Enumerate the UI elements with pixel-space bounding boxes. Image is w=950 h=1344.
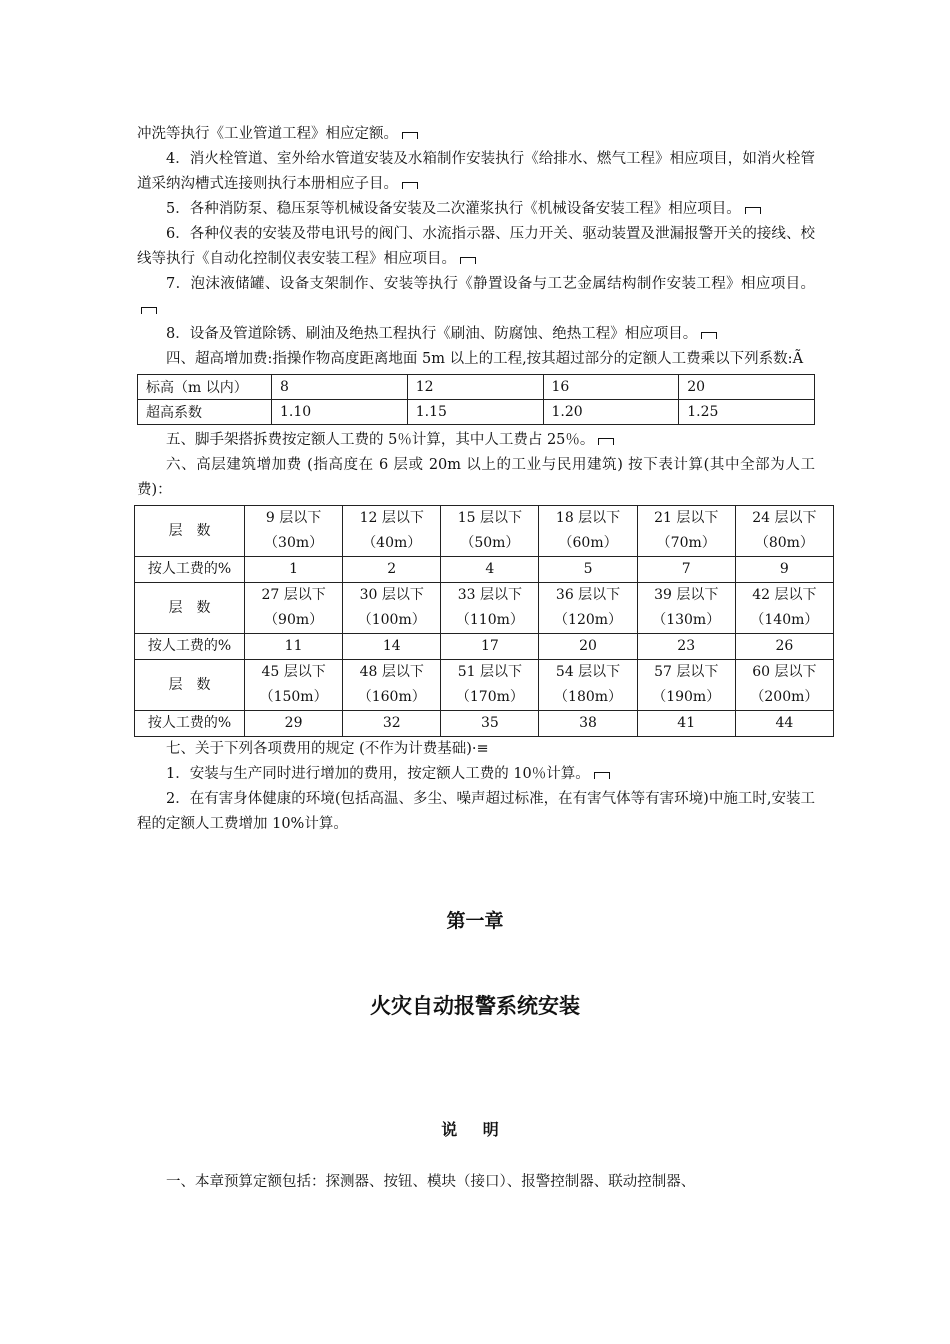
table-cell: 16 [543, 375, 679, 400]
rate-cell: 44 [735, 711, 833, 737]
floor-height: （170m） [455, 689, 524, 705]
floor-cell [539, 506, 637, 557]
floor-count: 60 层以下 [752, 664, 817, 680]
floor-cell [245, 660, 343, 711]
rate-label-cell: 按人工费的% [135, 711, 245, 737]
table-cell: 超高系数 [138, 400, 272, 425]
floor-cell [343, 583, 441, 634]
table-cell: 20 [679, 375, 815, 400]
floor-cell [637, 506, 735, 557]
floor-height: （120m） [554, 612, 623, 628]
floor-count: 30 层以下 [359, 587, 424, 603]
rate-cell: 20 [539, 634, 637, 660]
rate-cell: 26 [735, 634, 833, 660]
floor-height: （80m） [754, 535, 814, 551]
paragraph-continuation: 冲洗等执行《工业管道工程》相应定额。 [137, 122, 815, 147]
rate-cell: 23 [637, 634, 735, 660]
floor-count: 51 层以下 [457, 664, 523, 680]
rate-cell: 7 [637, 557, 735, 583]
floor-height: （150m） [259, 689, 328, 705]
floor-height: （110m） [455, 612, 524, 628]
document-body [137, 122, 819, 837]
floor-count: 18 层以下 [555, 510, 621, 526]
paragraph-section-7-item-1: 1．安装与生产同时进行增加的费用，按定额人工费的 10％计算。 [137, 762, 815, 787]
floor-height: （70m） [656, 535, 716, 551]
floor-cell [441, 583, 539, 634]
rate-cell: 41 [637, 711, 735, 737]
chapter-title: 火灾自动报警系统安装 [370, 994, 580, 1018]
explanation-heading: 说 明 [441, 1120, 509, 1139]
floor-count: 45 层以下 [261, 664, 326, 680]
floor-count: 39 层以下 [654, 587, 719, 603]
table-cell: 1.15 [407, 400, 543, 425]
paragraph-section-5: 五、脚手架搭拆费按定额人工费的 5％计算，其中人工费占 25％。 [137, 428, 815, 453]
paragraph-section-6: 六、高层建筑增加费 (指高度在 6 层或 20m 以上的工业与民用建筑) 按下表计算(其中全部为人工费)： [137, 457, 815, 498]
floor-height: （40m） [362, 535, 422, 551]
paragraph-chapter-intro: 一、本章预算定额包括：探测器、按钮、模块（接口）、报警控制器、联动控制器、 [166, 1174, 696, 1190]
floor-cell [735, 660, 833, 711]
floor-count: 33 层以下 [457, 587, 523, 603]
floor-count: 27 层以下 [261, 587, 326, 603]
floor-count: 57 层以下 [654, 664, 719, 680]
floor-cell [245, 506, 343, 557]
floor-height: （130m） [652, 612, 721, 628]
floor-cell [637, 660, 735, 711]
floor-count: 9 层以下 [265, 510, 322, 526]
rate-cell: 2 [343, 557, 441, 583]
rate-cell: 5 [539, 557, 637, 583]
floor-height: （60m） [558, 535, 618, 551]
rate-cell: 32 [343, 711, 441, 737]
floor-count: 42 层以下 [752, 587, 817, 603]
table-body [135, 506, 834, 737]
paragraph-item-5: 5．各种消防泵、稳压泵等机械设备安装及二次灌浆执行《机械设备安装工程》相应项目。 [137, 197, 815, 222]
rate-cell: 38 [539, 711, 637, 737]
rate-cell: 9 [735, 557, 833, 583]
floor-height: （140m） [750, 612, 819, 628]
rate-cell: 29 [245, 711, 343, 737]
paragraph-mark-icon [402, 132, 418, 139]
floor-cell [735, 506, 833, 557]
floor-label-cell: 层 数 [135, 506, 245, 557]
table-row [135, 711, 834, 737]
floor-cell [343, 660, 441, 711]
rate-cell: 35 [441, 711, 539, 737]
floor-cell [343, 506, 441, 557]
floor-cell [245, 583, 343, 634]
floor-count: 54 层以下 [555, 664, 621, 680]
table-row [138, 400, 815, 425]
rate-label-cell: 按人工费的% [135, 557, 245, 583]
paragraph-mark-icon [402, 182, 418, 189]
height-coefficient-table [137, 374, 815, 425]
table-cell: 1.10 [272, 400, 408, 425]
floor-height: （50m） [460, 535, 520, 551]
floor-height: （30m） [264, 535, 324, 551]
floor-height: （190m） [652, 689, 721, 705]
paragraph-mark-icon [460, 257, 476, 264]
rate-cell: 4 [441, 557, 539, 583]
rate-cell: 1 [245, 557, 343, 583]
paragraph-mark-icon [701, 332, 717, 339]
floor-cell [637, 583, 735, 634]
table-row [135, 557, 834, 583]
floor-count: 21 层以下 [654, 510, 719, 526]
floor-height: （90m） [264, 612, 324, 628]
table-row [135, 506, 834, 557]
table-row [138, 375, 815, 400]
paragraph-item-6: 6．各种仪表的安装及带电讯号的阀门、水流指示器、压力开关、驱动装置及泄漏报警开关的接线、校线等执行《自动化控制仪表安装工程》相应项目。 [137, 226, 815, 267]
floor-label-cell: 层 数 [135, 660, 245, 711]
table-row [135, 634, 834, 660]
table-cell: 8 [272, 375, 408, 400]
table-row [135, 660, 834, 711]
floor-cell [441, 506, 539, 557]
chapter-number: 第一章 [446, 910, 504, 932]
floor-label-cell: 层 数 [135, 583, 245, 634]
floor-cell [441, 660, 539, 711]
floor-cell [539, 583, 637, 634]
floor-height: （100m） [357, 612, 426, 628]
rate-cell: 14 [343, 634, 441, 660]
paragraph-mark-icon [598, 438, 614, 445]
floor-height: （160m） [357, 689, 426, 705]
table-cell: 1.25 [679, 400, 815, 425]
floor-count: 24 层以下 [752, 510, 817, 526]
floor-count: 15 层以下 [457, 510, 523, 526]
paragraph-section-4: 四、超高增加费:指操作物高度距离地面 5m 以上的工程,按其超过部分的定额人工费乘以下列系数:Ã [166, 351, 804, 367]
paragraph-item-7: 7．泡沫液储罐、设备支架制作、安装等执行《静置设备与工艺金属结构制作安装工程》相应项目。 [137, 272, 815, 322]
rate-cell: 11 [245, 634, 343, 660]
rate-label-cell: 按人工费的% [135, 634, 245, 660]
table-cell: 12 [407, 375, 543, 400]
floor-height: （200m） [750, 689, 819, 705]
table-cell: 标高（m 以内） [138, 375, 272, 400]
rate-cell: 17 [441, 634, 539, 660]
table-row [135, 583, 834, 634]
paragraph-mark-icon [745, 207, 761, 214]
paragraph-item-4: 4．消火栓管道、室外给水管道安装及水箱制作安装执行《给排水、燃气工程》相应项目，如消火栓管道采纳沟槽式连接则执行本册相应子目。 [137, 151, 815, 192]
floor-count: 12 层以下 [359, 510, 424, 526]
high-rise-surcharge-table [134, 505, 834, 737]
paragraph-item-8: 8．设备及管道除锈、刷油及绝热工程执行《刷油、防腐蚀、绝热工程》相应项目。 [137, 322, 815, 347]
table-cell: 1.20 [543, 400, 679, 425]
floor-height: （180m） [554, 689, 623, 705]
paragraph-mark-icon [594, 772, 610, 779]
paragraph-section-7: 七、关于下列各项费用的规定 (不作为计费基础)·≡ [166, 741, 489, 757]
floor-cell [539, 660, 637, 711]
paragraph-mark-icon [141, 307, 157, 314]
floor-count: 36 层以下 [555, 587, 621, 603]
floor-count: 48 层以下 [359, 664, 424, 680]
paragraph-section-7-item-2: 2．在有害身体健康的环境(包括高温、多尘、噪声超过标准，在有害气体等有害环境)中施工时,安装工程的定额人工费增加 10%计算。 [137, 791, 815, 832]
floor-cell [735, 583, 833, 634]
